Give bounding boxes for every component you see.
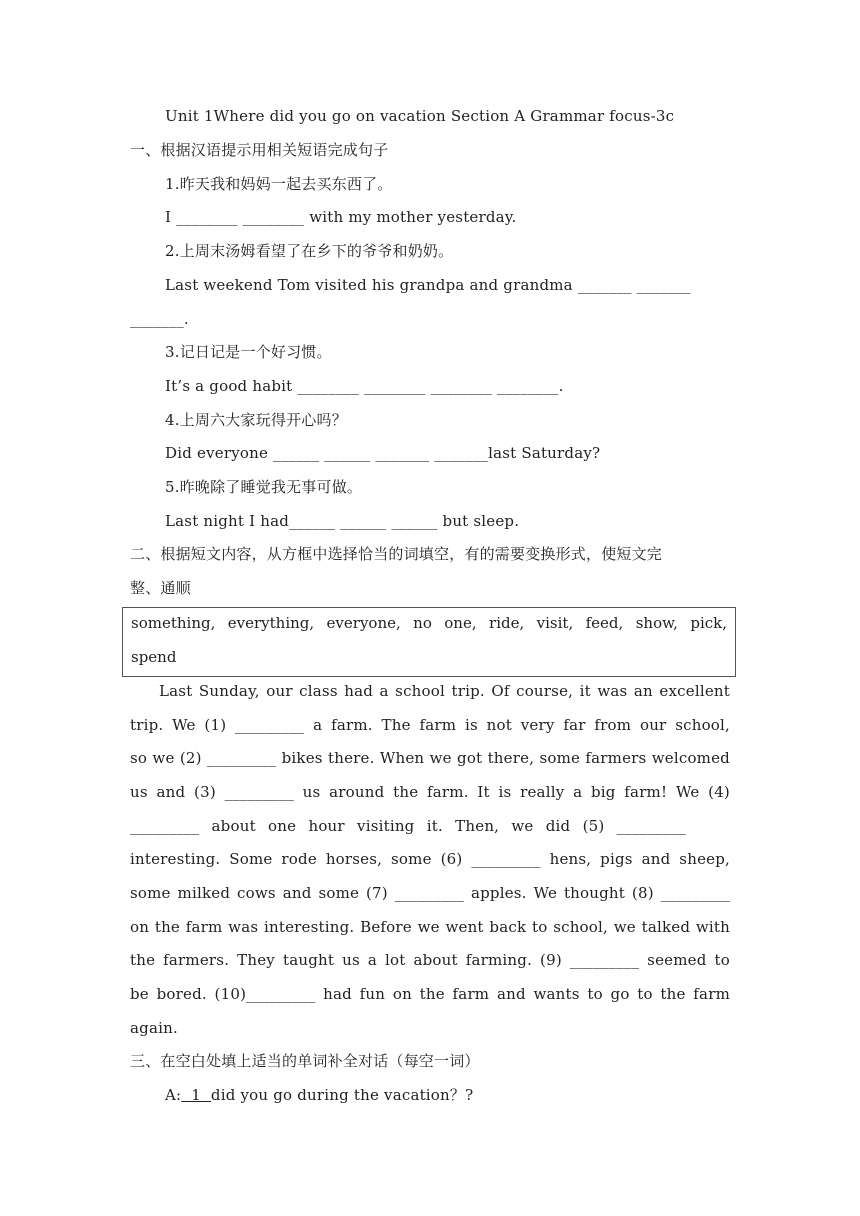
passage-line: so we (2) _________ bikes there. When we got there, some farmers welcomed — [130, 749, 730, 767]
item1-chinese: 1.昨天我和妈妈一起去买东西了。 — [165, 175, 393, 193]
page-title: Unit 1Where did you go on vacation Section A Grammar focus-3c — [165, 107, 675, 125]
section2-heading-continued: 整、通顺 — [130, 579, 191, 597]
item5-english: Last night I had______ ______ ______ but sleep. — [165, 512, 520, 530]
passage-line: Last Sunday, our class had a school trip. Of course, it was an excellent — [159, 682, 730, 700]
passage-line: on the farm was interesting. Before we went back to school, we talked with — [130, 918, 730, 936]
section3-heading: 三、在空白处填上适当的单词补全对话（每空一词） — [130, 1052, 480, 1070]
word-bank-box — [122, 607, 736, 677]
dialog-text: did you go during the vacation？? — [210, 1086, 474, 1104]
item5-chinese: 5.昨晚除了睡觉我无事可做。 — [165, 478, 363, 496]
dialog-speaker: A: — [165, 1086, 182, 1104]
word-bank-line: spend — [131, 648, 177, 666]
item4-chinese: 4.上周六大家玩得开心吗？ — [165, 411, 347, 429]
passage-line: trip. We (1) _________ a farm. The farm is not very far from our school, — [130, 716, 730, 734]
dialog-line — [165, 1085, 473, 1105]
item4-english: Did everyone ______ ______ _______ _______last Saturday? — [165, 444, 601, 462]
passage-line: again. — [130, 1019, 178, 1037]
passage-line: the farmers. They taught us a lot about farming. (9) _________ seemed to — [130, 951, 730, 969]
item3-english: It’s a good habit ________ ________ ________ ________. — [165, 377, 564, 395]
dialog-blank: 1 — [181, 1086, 211, 1104]
section1-heading: 一、根据汉语提示用相关短语完成句子 — [130, 141, 389, 159]
passage-line: us and (3) _________ us around the farm. It is really a big farm! We (4) — [130, 783, 730, 801]
section2-heading: 二、根据短文内容，从方框中选择恰当的词填空，有的需要变换形式，使短文完 — [130, 545, 663, 563]
passage-line: interesting. Some rode horses, some (6) _________ hens, pigs and sheep, — [130, 850, 730, 868]
item2-english: Last weekend Tom visited his grandpa and grandma _______ _______ — [165, 276, 691, 294]
item2-chinese: 2.上周末汤姆看望了在乡下的爷爷和奶奶。 — [165, 242, 454, 260]
passage-line: _________ about one hour visiting it. Then, we did (5) _________ — [130, 817, 686, 835]
item2-english-continued: _______. — [130, 310, 189, 328]
item1-english: I ________ ________ with my mother yesterday. — [165, 208, 517, 226]
item3-chinese: 3.记日记是一个好习惯。 — [165, 343, 332, 361]
passage-line: some milked cows and some (7) _________ apples. We thought (8) _________ — [130, 884, 730, 902]
passage-line: be bored. (10)_________ had fun on the farm and wants to go to the farm — [130, 985, 730, 1003]
word-bank-line: something, everything, everyone, no one, ride, visit, feed, show, pick, — [131, 614, 727, 632]
